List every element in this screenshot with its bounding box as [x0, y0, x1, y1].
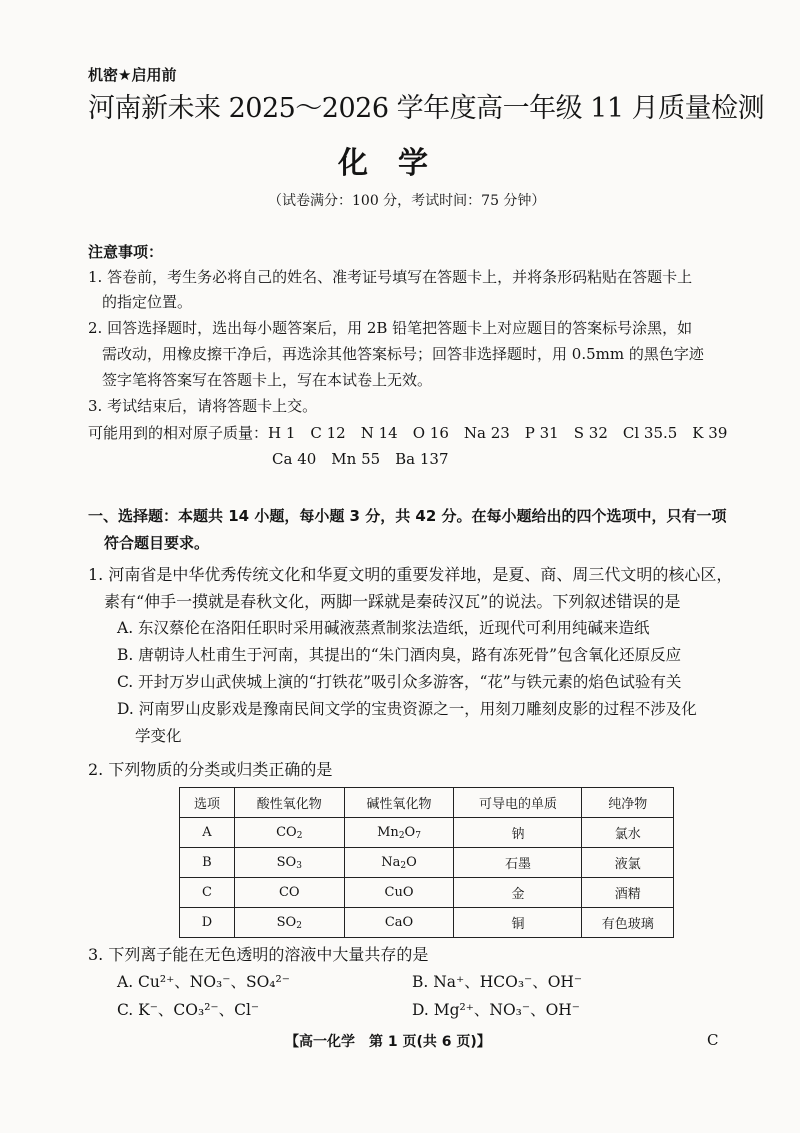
- table-row: [180, 848, 674, 878]
- conductor-cell: 石墨: [454, 848, 582, 878]
- q1-stem-line-2: 素有“伸手一摸就是春秋文化，两脚一踩就是秦砖汉瓦”的说法。下列叙述错误的是: [104, 592, 681, 611]
- acidic-oxide-cell: CO: [234, 878, 344, 908]
- confidential-label: 机密★启用前: [88, 66, 177, 84]
- basic-oxide-cell: Mn2O7: [344, 818, 454, 848]
- conductor-cell: 金: [454, 878, 582, 908]
- option-cell: C: [180, 878, 235, 908]
- conductor-cell: 铜: [454, 908, 582, 938]
- basic-oxide-cell: CuO: [344, 878, 454, 908]
- table-header: 碱性氧化物: [344, 788, 454, 818]
- q3-option-c: C. K⁻、CO₃²⁻、Cl⁻: [117, 1001, 260, 1019]
- table-row: [180, 878, 674, 908]
- q3-option-d: D. Mg²⁺、NO₃⁻、OH⁻: [412, 1001, 580, 1019]
- exam-info: （试卷满分：100 分，考试时间：75 分钟）: [268, 193, 546, 209]
- table-header: 纯净物: [582, 788, 674, 818]
- atomic-mass-line-1: 可能用到的相对原子质量：H 1 C 12 N 14 O 16 Na 23 P 31 S 32 Cl 35.5 K 39: [88, 424, 728, 442]
- pure-substance-cell: 氯水: [582, 818, 674, 848]
- table-header: 可导电的单质: [454, 788, 582, 818]
- atomic-mass-line-2: Ca 40 Mn 55 Ba 137: [272, 450, 449, 468]
- q3-stem: 3. 下列离子能在无色透明的溶液中大量共存的是: [88, 945, 429, 964]
- note-item-1-line-1: 1. 答卷前，考生务必将自己的姓名、准考证号填写在答题卡上，并将条形码粘贴在答题卡上: [88, 268, 693, 286]
- section-1-heading-line-1: 一、选择题：本题共 14 小题，每小题 3 分，共 42 分。在每小题给出的四个选项中，只有一项: [88, 507, 727, 525]
- q1-option-d-line-1: D. 河南罗山皮影戏是豫南民间文学的宝贵资源之一，用刻刀雕刻皮影的过程不涉及化: [117, 700, 697, 718]
- subject-title: 化 学: [338, 146, 428, 181]
- q1-stem-line-1: 1. 河南省是中华优秀传统文化和华夏文明的重要发祥地，是夏、商、周三代文明的核心区，: [88, 565, 733, 584]
- section-1-heading-line-2: 符合题目要求。: [104, 534, 210, 552]
- conductor-cell: 钠: [454, 818, 582, 848]
- q1-option-d-line-2: 学变化: [135, 727, 182, 745]
- acidic-oxide-cell: CO2: [234, 818, 344, 848]
- table-row: [180, 908, 674, 938]
- page-footer: 【高一化学 第 1 页(共 6 页)】: [285, 1034, 491, 1050]
- q1-option-a: A. 东汉蔡伦在洛阳任职时采用碱液蒸煮制浆法造纸，近现代可利用纯碱来造纸: [117, 619, 650, 637]
- table-row: [180, 818, 674, 848]
- pure-substance-cell: 酒精: [582, 878, 674, 908]
- option-cell: D: [180, 908, 235, 938]
- table-header: 酸性氧化物: [234, 788, 344, 818]
- exam-title: 河南新未来 2025～2026 学年度高一年级 11 月质量检测: [88, 93, 765, 124]
- table-header: 选项: [180, 788, 235, 818]
- pure-substance-cell: 液氯: [582, 848, 674, 878]
- classification-table: [179, 787, 674, 938]
- note-item-3: 3. 考试结束后，请将答题卡上交。: [88, 397, 318, 415]
- table-header-row: [180, 788, 674, 818]
- note-item-2-line-2: 需改动，用橡皮擦干净后，再选涂其他答案标号；回答非选择题时，用 0.5mm 的黑色字迹: [102, 345, 704, 363]
- q2-stem: 2. 下列物质的分类或归类正确的是: [88, 760, 333, 779]
- pure-substance-cell: 有色玻璃: [582, 908, 674, 938]
- acidic-oxide-cell: SO3: [234, 848, 344, 878]
- note-item-2-line-3: 签字笔将答案写在答题卡上，写在本试卷上无效。: [102, 371, 433, 389]
- notes-heading: 注意事项：: [88, 243, 164, 261]
- q3-option-b: B. Na⁺、HCO₃⁻、OH⁻: [412, 973, 583, 991]
- basic-oxide-cell: CaO: [344, 908, 454, 938]
- option-cell: B: [180, 848, 235, 878]
- note-item-2-line-1: 2. 回答选择题时，选出每小题答案后，用 2B 铅笔把答题卡上对应题目的答案标号涂黑，如: [88, 319, 693, 337]
- note-item-1-line-2: 的指定位置。: [102, 293, 193, 311]
- q1-option-c: C. 开封万岁山武侠城上演的“打铁花”吸引众多游客，“花”与铁元素的焰色试验有关: [117, 673, 682, 691]
- acidic-oxide-cell: SO2: [234, 908, 344, 938]
- option-cell: A: [180, 818, 235, 848]
- paper-version-mark: C: [707, 1031, 719, 1049]
- q3-option-a: A. Cu²⁺、NO₃⁻、SO₄²⁻: [117, 973, 290, 991]
- basic-oxide-cell: Na2O: [344, 848, 454, 878]
- q1-option-b: B. 唐朝诗人杜甫生于河南，其提出的“朱门酒肉臭，路有冻死骨”包含氧化还原反应: [117, 646, 682, 664]
